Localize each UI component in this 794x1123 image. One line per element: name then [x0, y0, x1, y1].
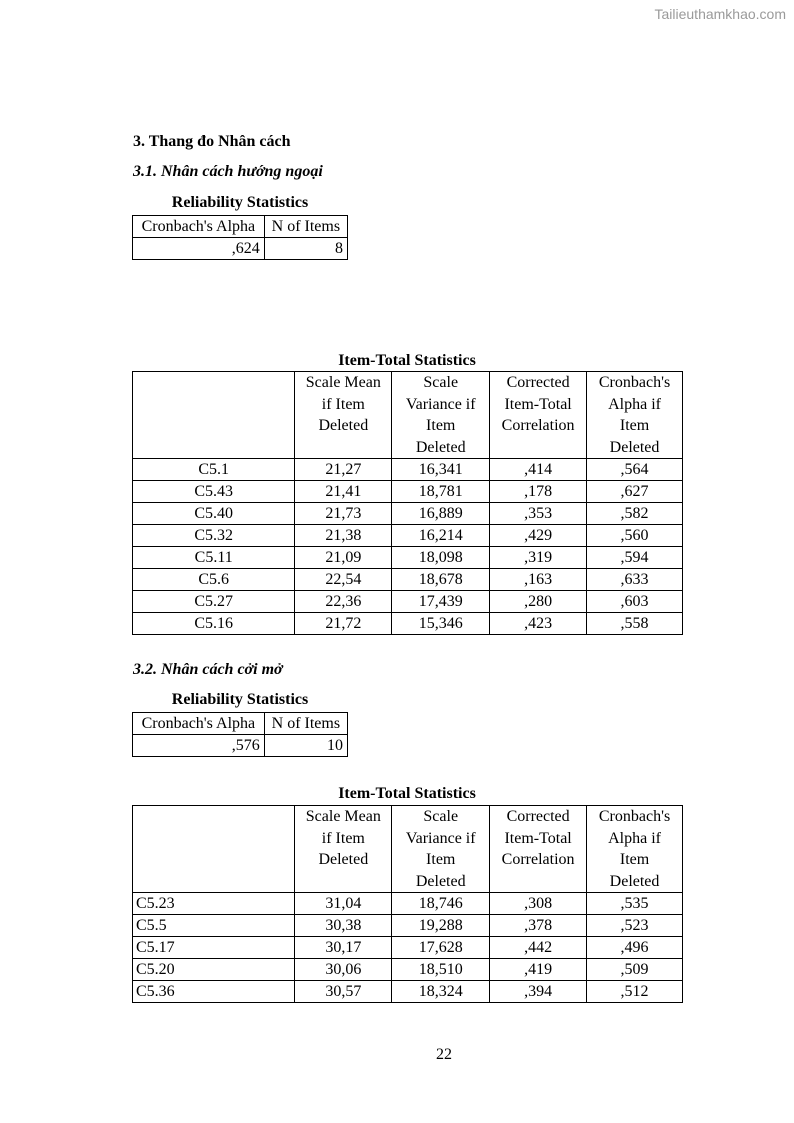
header-line: Scale: [423, 808, 459, 825]
column-header: [490, 372, 587, 459]
item-value: 21,41: [295, 481, 392, 503]
item-label: C5.27: [133, 591, 295, 613]
item-value: 18,678: [392, 569, 490, 591]
header-line: Corrected: [506, 808, 570, 825]
item-total-title-1: Item-Total Statistics: [338, 352, 476, 369]
header-line: Item: [426, 851, 456, 868]
header-line: Corrected: [506, 374, 570, 391]
item-value: ,280: [490, 591, 587, 613]
reliability-header-items: N of Items: [264, 216, 347, 238]
item-value: ,429: [490, 525, 587, 547]
column-header: [587, 806, 683, 893]
column-header: [295, 806, 392, 893]
item-value: ,178: [490, 481, 587, 503]
header-blank: [133, 372, 295, 459]
item-value: ,163: [490, 569, 587, 591]
header-line: Deleted: [415, 438, 466, 456]
item-label: C5.20: [133, 959, 295, 981]
table-row: [133, 459, 683, 481]
column-header: [490, 806, 587, 893]
table-row: [133, 981, 683, 1003]
reliability-header-alpha: Cronbach's Alpha: [133, 713, 265, 735]
item-value: ,512: [587, 981, 683, 1003]
item-value: ,558: [587, 613, 683, 635]
item-label: C5.11: [133, 547, 295, 569]
item-value: 18,324: [392, 981, 490, 1003]
table-row: [133, 937, 683, 959]
item-value: ,535: [587, 893, 683, 915]
table-row: [133, 481, 683, 503]
item-value: 19,288: [392, 915, 490, 937]
header-line: Item: [619, 417, 650, 434]
item-value: ,633: [587, 569, 683, 591]
item-value: 22,54: [295, 569, 392, 591]
item-value: 17,628: [392, 937, 490, 959]
item-value: ,509: [587, 959, 683, 981]
table-row: [133, 547, 683, 569]
header-line: if Item: [321, 395, 365, 413]
reliability-value-items: 10: [264, 735, 347, 757]
table-row: [133, 591, 683, 613]
item-value: 21,73: [295, 503, 392, 525]
reliability-header-alpha: Cronbach's Alpha: [133, 216, 265, 238]
header-line: Alpha if: [608, 829, 661, 847]
item-value: ,594: [587, 547, 683, 569]
item-value: ,319: [490, 547, 587, 569]
item-value: ,523: [587, 915, 683, 937]
header-line: Deleted: [318, 417, 369, 434]
item-value: ,442: [490, 937, 587, 959]
table-row: [133, 613, 683, 635]
header-line: Deleted: [609, 438, 660, 456]
item-value: ,353: [490, 503, 587, 525]
reliability-table-2: [132, 712, 348, 757]
item-value: 21,72: [295, 613, 392, 635]
item-value: ,423: [490, 613, 587, 635]
item-value: ,496: [587, 937, 683, 959]
watermark-text: Tailieuthamkhao.com: [654, 6, 786, 22]
item-value: ,308: [490, 893, 587, 915]
table-row: [133, 525, 683, 547]
item-value: 30,38: [295, 915, 392, 937]
item-total-table-1: [132, 371, 683, 635]
table-row: [133, 893, 683, 915]
header-line: Variance if: [405, 395, 476, 413]
item-value: 21,27: [295, 459, 392, 481]
header-line: Deleted: [609, 872, 660, 890]
item-label: C5.17: [133, 937, 295, 959]
item-value: 15,346: [392, 613, 490, 635]
header-line: Item-Total: [504, 395, 572, 413]
item-total-table-2: [132, 805, 683, 1003]
item-value: 22,36: [295, 591, 392, 613]
item-value: 16,341: [392, 459, 490, 481]
table-row: [133, 959, 683, 981]
item-value: ,582: [587, 503, 683, 525]
header-line: Item: [426, 417, 456, 434]
item-label: C5.6: [133, 569, 295, 591]
header-line: Item-Total: [504, 829, 572, 847]
header-line: Cronbach's: [598, 808, 671, 825]
page-number: 22: [436, 1046, 452, 1063]
header-line: Deleted: [318, 851, 369, 868]
column-header: [392, 806, 490, 893]
column-header: [295, 372, 392, 459]
reliability-table-1: [132, 215, 348, 260]
item-label: C5.43: [133, 481, 295, 503]
header-line: Scale Mean: [305, 374, 381, 391]
header-line: Deleted: [415, 872, 466, 890]
header-line: Item: [619, 851, 650, 868]
item-value: 18,746: [392, 893, 490, 915]
header-line: Variance if: [405, 829, 476, 847]
item-label: C5.32: [133, 525, 295, 547]
item-label: C5.23: [133, 893, 295, 915]
header-line: Scale Mean: [305, 808, 381, 825]
subsection-title-2: 3.2. Nhân cách cởi mở: [133, 661, 283, 678]
table-row: [133, 569, 683, 591]
item-label: C5.36: [133, 981, 295, 1003]
item-value: 31,04: [295, 893, 392, 915]
reliability-header-items: N of Items: [264, 713, 347, 735]
item-value: 16,889: [392, 503, 490, 525]
item-value: 21,38: [295, 525, 392, 547]
item-value: ,564: [587, 459, 683, 481]
section-title: 3. Thang đo Nhân cách: [133, 133, 291, 150]
item-label: C5.5: [133, 915, 295, 937]
subsection-title-1: 3.1. Nhân cách hướng ngoại: [133, 163, 323, 180]
header-line: Cronbach's: [598, 374, 671, 391]
item-value: 30,06: [295, 959, 392, 981]
item-value: 30,17: [295, 937, 392, 959]
item-value: ,419: [490, 959, 587, 981]
header-line: Alpha if: [608, 395, 661, 413]
reliability-title-2: Reliability Statistics: [171, 691, 309, 708]
table-row: [133, 915, 683, 937]
column-header: [587, 372, 683, 459]
header-line: Correlation: [501, 417, 575, 434]
item-label: C5.1: [133, 459, 295, 481]
item-value: 17,439: [392, 591, 490, 613]
table-row: [133, 503, 683, 525]
item-value: ,603: [587, 591, 683, 613]
reliability-value-items: 8: [264, 238, 347, 260]
header-line: if Item: [321, 829, 365, 847]
reliability-title-1: Reliability Statistics: [171, 194, 309, 211]
item-value: 18,098: [392, 547, 490, 569]
item-value: ,378: [490, 915, 587, 937]
item-value: 30,57: [295, 981, 392, 1003]
item-value: 21,09: [295, 547, 392, 569]
item-label: C5.40: [133, 503, 295, 525]
item-value: 18,781: [392, 481, 490, 503]
item-total-title-2: Item-Total Statistics: [338, 785, 476, 802]
item-value: ,560: [587, 525, 683, 547]
reliability-value-alpha: ,576: [133, 735, 265, 757]
item-value: 18,510: [392, 959, 490, 981]
item-label: C5.16: [133, 613, 295, 635]
item-value: ,394: [490, 981, 587, 1003]
header-line: Correlation: [501, 851, 575, 868]
item-value: 16,214: [392, 525, 490, 547]
header-blank: [133, 806, 295, 893]
item-value: ,627: [587, 481, 683, 503]
reliability-value-alpha: ,624: [133, 238, 265, 260]
item-value: ,414: [490, 459, 587, 481]
column-header: [392, 372, 490, 459]
header-line: Scale: [423, 374, 459, 391]
